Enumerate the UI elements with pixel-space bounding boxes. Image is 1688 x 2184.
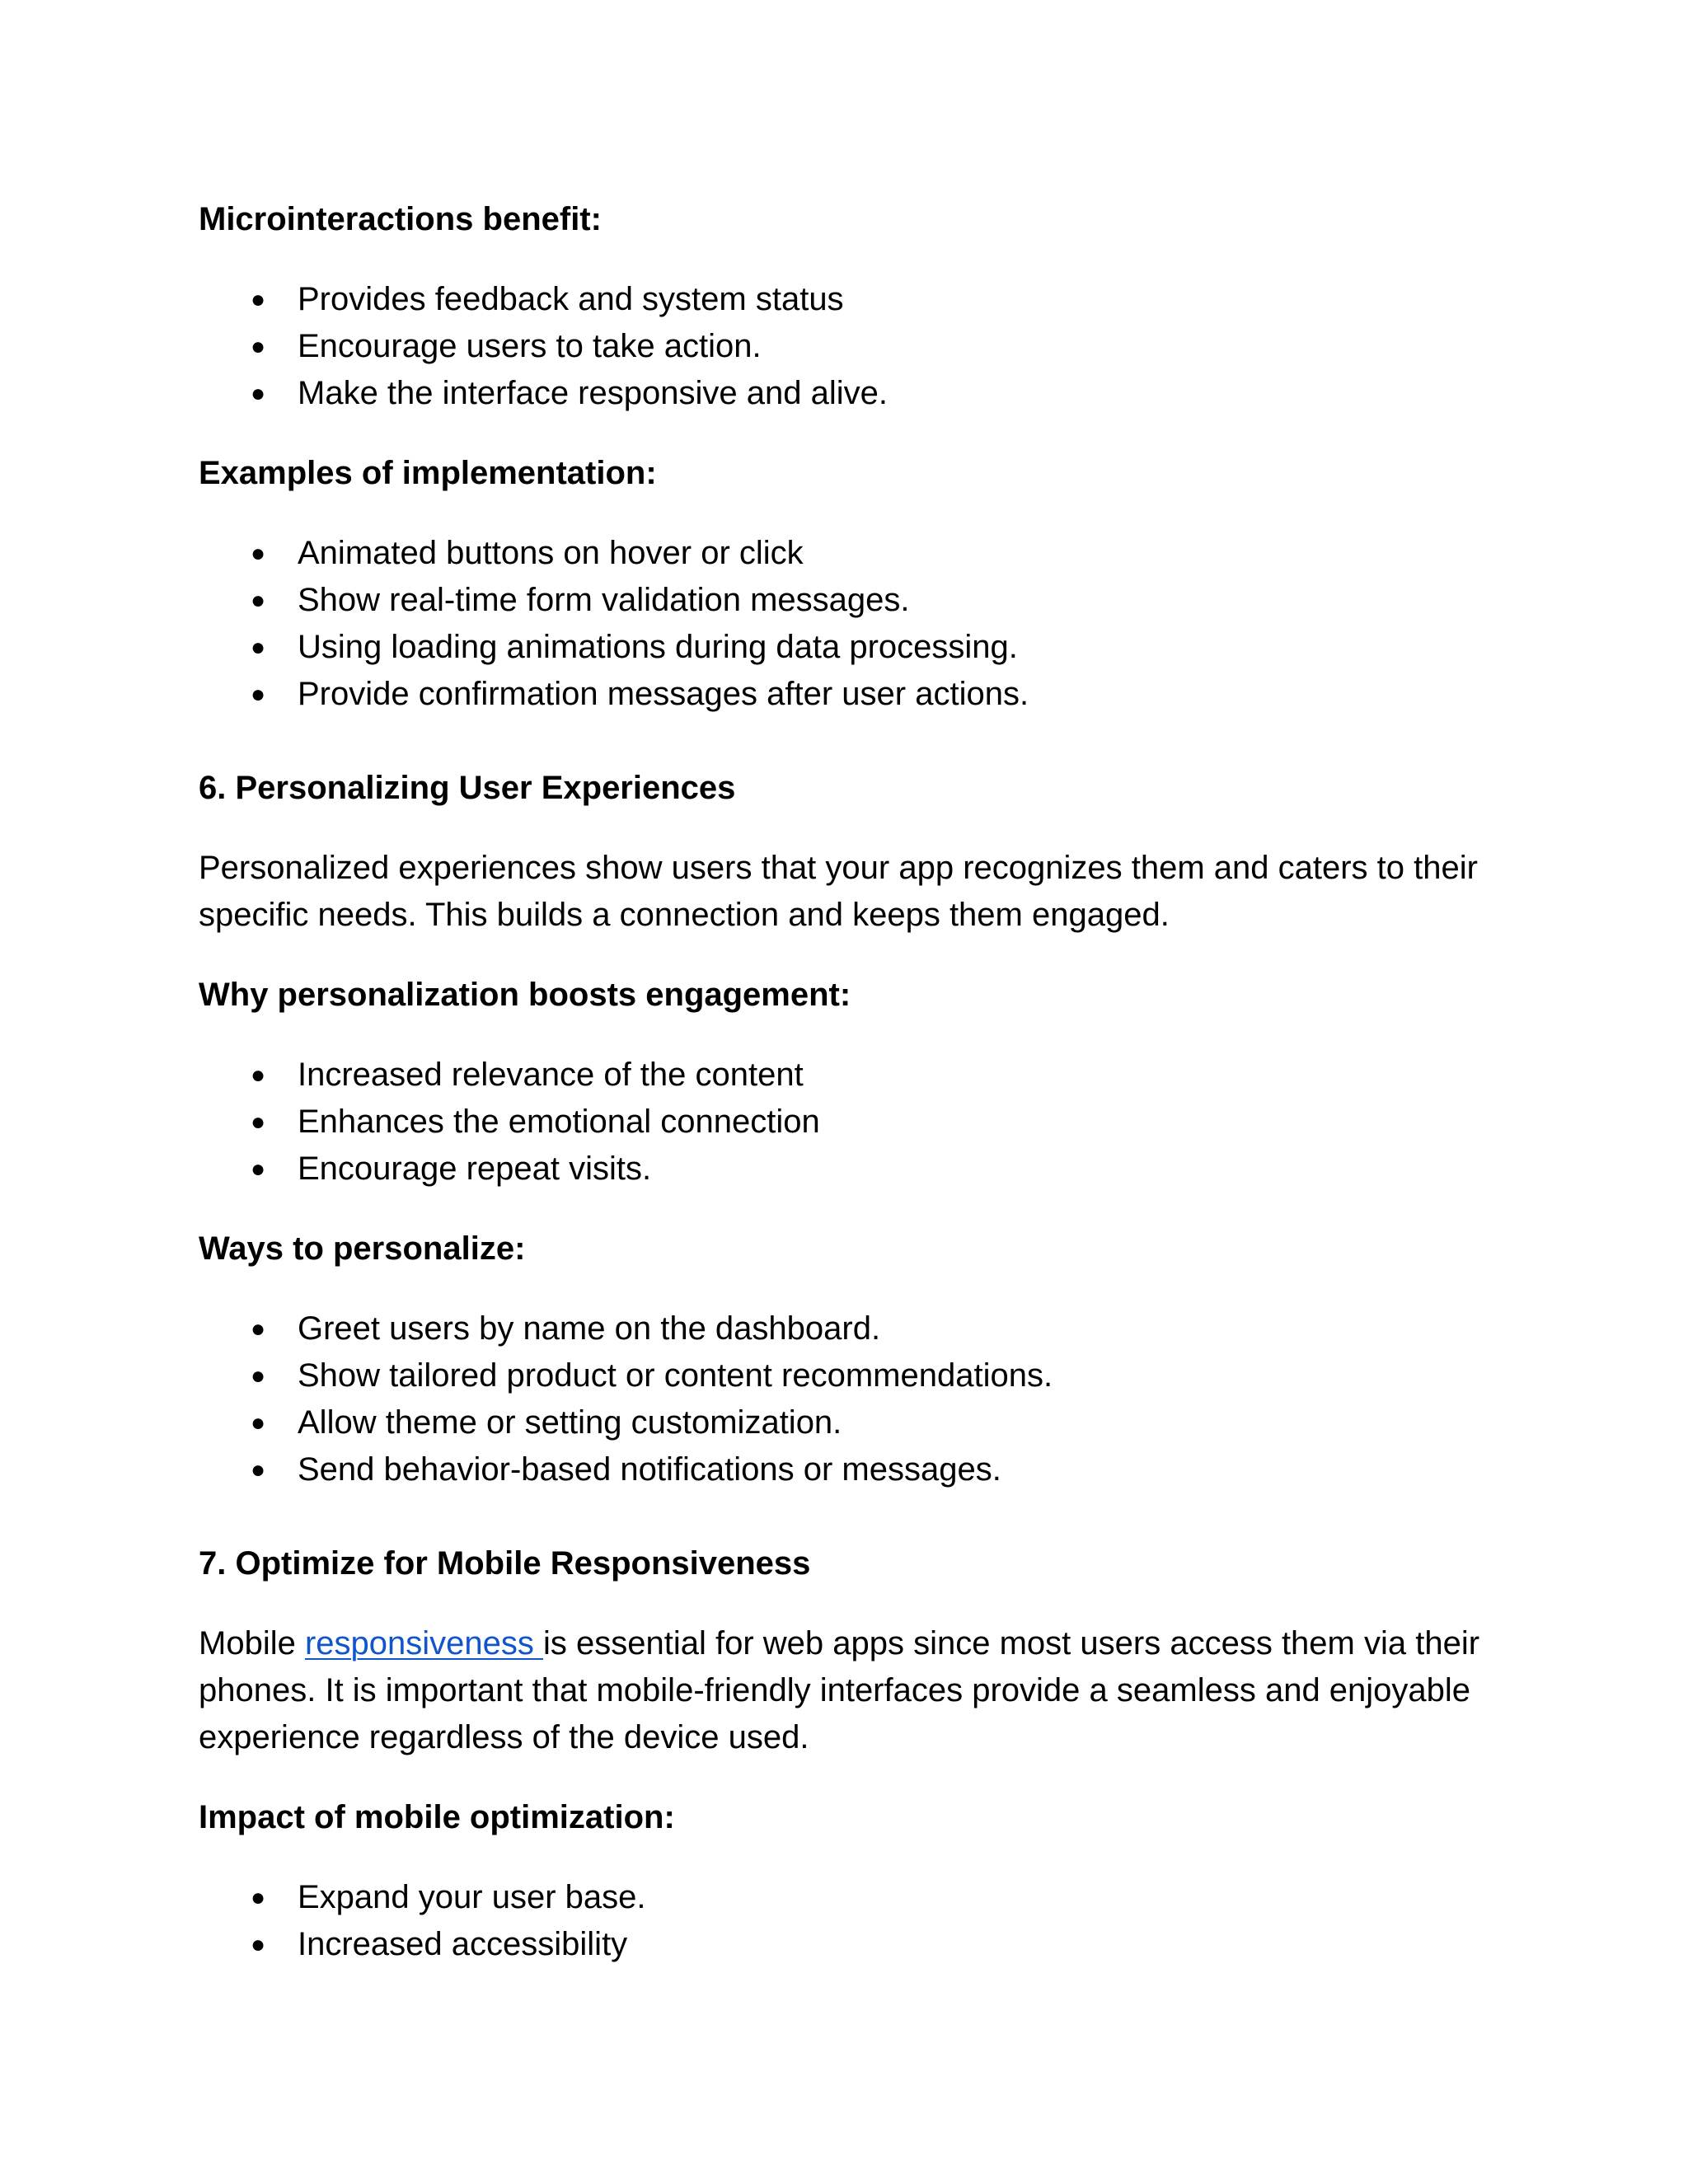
section-intro-mobile-responsiveness: Mobile responsiveness is essential for web apps since most users access them via their phones. It is important that mobile-friendly interfaces provide a seamless and enjoyable experience regardless of the device used. <box>199 1625 1480 1755</box>
bullet-icon: ● <box>251 286 266 313</box>
list-item: ● Make the interface responsive and alive. <box>199 370 1501 417</box>
document-page <box>199 196 1501 2001</box>
list-item: ● Show tailored product or content recommendations. <box>199 1352 1501 1399</box>
list-item: ● Provides feedback and system status <box>199 276 1501 323</box>
section-title-mobile-responsiveness: 7. Optimize for Mobile Responsiveness <box>199 1545 811 1582</box>
bullet-icon: ● <box>251 1062 266 1089</box>
bullet-list-impact-of-mobile <box>199 1874 1501 1968</box>
subheading-microinteractions-benefit: Microinteractions benefit: <box>199 201 602 237</box>
section-title-personalizing: 6. Personalizing User Experiences <box>199 770 736 806</box>
bullet-icon: ● <box>251 1931 266 1958</box>
list-item: ● Show real-time form validation messages. <box>199 577 1501 624</box>
list-item: ● Increased accessibility <box>199 1921 1501 1968</box>
list-item: ● Send behavior-based notifications or messages. <box>199 1446 1501 1493</box>
bullet-icon: ● <box>251 1362 266 1390</box>
bullet-icon: ● <box>251 333 266 360</box>
bullet-icon: ● <box>251 540 266 567</box>
bullet-list-why-personalization <box>199 1052 1501 1193</box>
bullet-icon: ● <box>251 1155 266 1183</box>
section-intro-personalizing: Personalized experiences show users that your app recognizes them and caters to their specific needs. This builds a connection and keeps them engaged. <box>199 850 1478 933</box>
list-item: ● Encourage repeat visits. <box>199 1146 1501 1193</box>
bullet-icon: ● <box>251 1409 266 1436</box>
bullet-icon: ● <box>251 1108 266 1136</box>
bullet-list-ways-to-personalize <box>199 1305 1501 1493</box>
subheading-why-personalization: Why personalization boosts engagement: <box>199 977 851 1013</box>
list-item: ● Expand your user base. <box>199 1874 1501 1921</box>
list-item: ● Allow theme or setting customization. <box>199 1399 1501 1446</box>
list-item: ● Enhances the emotional connection <box>199 1099 1501 1146</box>
bullet-icon: ● <box>251 634 266 661</box>
list-item: ● Increased relevance of the content <box>199 1052 1501 1099</box>
subheading-examples-of-implementation: Examples of implementation: <box>199 455 657 491</box>
list-item: ● Provide confirmation messages after user actions. <box>199 671 1501 718</box>
responsiveness-link[interactable]: responsiveness <box>304 1625 543 1661</box>
subheading-impact-of-mobile: Impact of mobile optimization: <box>199 1799 675 1835</box>
bullet-icon: ● <box>251 1884 266 1911</box>
bullet-list-microinteractions-benefit <box>199 276 1501 417</box>
list-item: ● Using loading animations during data processing. <box>199 624 1501 671</box>
subheading-ways-to-personalize: Ways to personalize: <box>199 1230 526 1267</box>
bullet-list-examples-of-implementation <box>199 530 1501 718</box>
bullet-icon: ● <box>251 587 266 614</box>
list-item: ● Greet users by name on the dashboard. <box>199 1305 1501 1352</box>
bullet-icon: ● <box>251 380 266 407</box>
bullet-icon: ● <box>251 1456 266 1483</box>
list-item: ● Animated buttons on hover or click <box>199 530 1501 577</box>
bullet-icon: ● <box>251 1315 266 1343</box>
list-item: ● Encourage users to take action. <box>199 323 1501 370</box>
bullet-icon: ● <box>251 681 266 708</box>
